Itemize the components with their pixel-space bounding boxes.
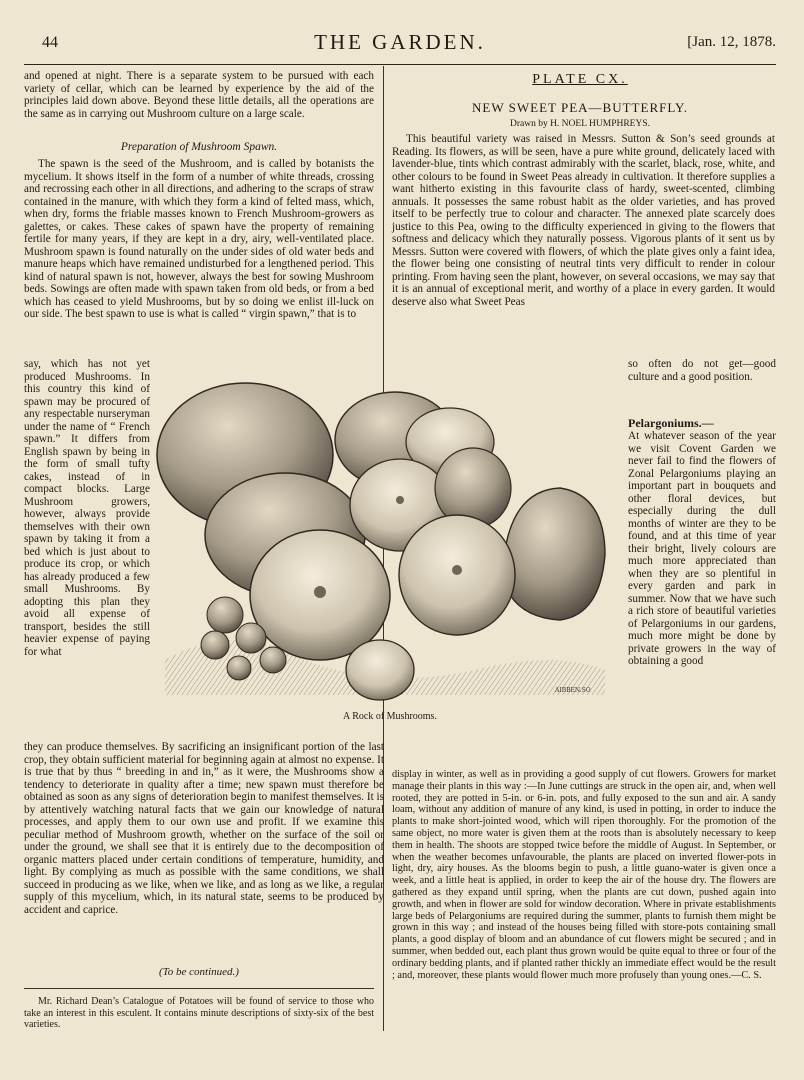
pelargoniums-narrow-paragraph: At whatever season of the year we visit Covent Garden we never fail to find the flowers of Zonal Pelargoniums playing an important part in bouquets and other floral devices, but especially during the dull months of winter are they to be found, and at this time of year their bright, lively colours are much more appreciated than when they are so plentiful in every garden and park in summer. Now that we have such a rich store of beautiful varieties of Pelargoniums in our gardens, much more might be done by private growers in the way of obtaining a good [628,430,776,667]
to-be-continued: (To be continued.) [159,966,239,978]
illustration-caption: A Rock of Mushrooms. [343,711,437,722]
footnote: Mr. Richard Dean’s Catalogue of Potatoes will be found of service to those who take an interest in this esculent. It contains minute descriptions of sixty-six of the best varieties. [24,996,374,1030]
sweet-pea-paragraph: This beautiful variety was raised in Messrs. Sutton & Son’s seed grounds at Reading. Its flowers, as will be seen, have a pure white ground, delicately laced with lavender-blue, tints which contrast admirably with the scarlet, black, rose, white, and other colours to be found in Sweet Peas already in cultivation. It therefore supplies a want hitherto existing in this favourite class of hardy, sweet-scented, climbing annuals. It possesses the same robust habit as the older varieties, and has proved itself to be perfectly true to colour and character. The annexed plate scarcely does justice to this Pea, owing to the difficulty experienced in giving to the flowers that softness and delicacy which they naturally possess. Vigorous plants of it sent us by Messrs. Sutton were covered with flowers, of which the plate gives only a faint idea, the flower being one consisting of neutral tints very difficult to render in colour printing. From having seen the plant, however, on several occasions, we may say that it is an annual of exceptional merit, and worthy of a place in every garden. It would deserve also what Sweet Peas [392,133,775,308]
header-rule [24,64,776,65]
page-header [24,30,776,60]
spawn-paragraph: The spawn is the seed of the Mushroom, and is called by botanists the mycelium. It shows itself in the form of a number of white threads, crossing and recrossing each other in all directions, and adhering to the scraps of straw contained in the manure, with which they form a kind of felted mass, which, when dry, forms the friable masses known to French Mushroom-growers as galettes, or cakes. These cakes of spawn have the property of remaining fertile for many years, if they are kept in a dry, airy, well-ventilated place. Mushroom spawn is found naturally on the under sides of old water beds and manure heaps which have remained undisturbed for a lengthened period. This kind of natural spawn is not, however, always the best for sowing Mushroom beds. Sowings are often made with spawn taken from old beds, or from a bed which has ceased to yield Mushrooms, but by so doing we enlist ill-luck on our side. The best spawn to use is what is called “ virgin spawn,” that is to [24,158,374,320]
spawn-narrow-paragraph: say, which has not yet produced Mushrooms. In this country this kind of spawn may be procured of any respectable nurseryman under the name of “ French spawn.” It differs from English spawn by being in the form of small tufty cakes, instead of in compact blocks. Large Mushroom growers, however, always provide themselves with their own spawn by taking it from a bed which is just about to produce its crop, or which has already produced a few small Mushrooms. By adopting this plan they avoid all expense of transport, besides the still heavier expense of paying for what [24,358,150,658]
footnote-rule [24,988,374,989]
mushroom-illustration [155,370,621,705]
plate-heading: PLATE CX. [532,72,628,87]
page-number: 44 [42,34,58,51]
pelargoniums-paragraph: display in winter, as well as in providing a good supply of cut flowers. Growers for market manage their plants in this way :—In June cuttings are struck in the open air, and, when well rooted, they are potted in 5-in. or 6-in. pots, and fully exposed to the sun and air. A sandy loam, without any addition of manure of any kind, is used in potting, in order to induce the plants to make short-jointed wood, which will ripen thoroughly. For the promotion of the same object, no more water is given them at the roots than is absolutely necessary to keep them in health. The shoots are stopped twice before the middle of August. In September, or when the weather becomes unfavourable, the plants are placed on inverted flower-pots in light, dry, airy houses. As the blooms begin to push, a little guano-water is given once a week, and a little heat is applied, in order to keep the air of the house dry. The flowers are gathered as they expand until spring, when the plants are cut down, pushed again into growth, and when in flower are sold for window decoration. Where in private establishments large beds of Pelargoniums are required during the summer, plants to furnish them might be grown in this way ; and instead of the houses being filled with store-pots containing small plants, a good display of bloom and an abundance of cut flowers might be secured ; and in summer, when bedded out, each plant thus grown would be quite equal to three or four of the ordinary bedding plants, and if planted rather thickly an immediate effect would be the result ; and, moreover, these plants would flower much more profusely than young ones.—C. S. [392,769,776,981]
engraver-signature: AIBBEN.SO [555,687,591,694]
plate-title: NEW SWEET PEA—BUTTERFLY. [472,100,688,115]
pelargoniums-heading: Pelargoniums.— [628,416,714,430]
sweet-pea-narrow-paragraph: so often do not get—good culture and a good position. [628,358,776,383]
intro-paragraph: and opened at night. There is a separate system to be pursued with each variety of cellar, which can be learned by experience by the aid of the principles laid down above. Beyond these little details, all the operations are the same as in carrying out Mushroom culture on a large scale. [24,70,374,120]
masthead-title: THE GARDEN. [314,30,486,54]
section-subheading: Preparation of Mushroom Spawn. [120,141,278,153]
plate-credit: Drawn by H. NOEL HUMPHREYS. [509,119,651,129]
spawn-continued-paragraph: they can produce themselves. By sacrificing an insignificant portion of the last crop, they obtain sufficient material for beginning again at almost no expense. It is true that by thus “ breeding in and in,” as it were, the Mushrooms show a tendency to deteriorate in quality after a time; new spawn must therefore be obtained as soon as any signs of deterioration begin to manifest themselves. It is by attentively watching natural facts that we gain our knowledge of natural processes, and apply them to our own use and profit. If we examine this peculiar method of Mushroom growth, whether on the surface of the soil or under the ground, we shall see that it is entirely due to the decomposition of organic matters placed under certain conditions of temperature, humidity, and light. By complying as much as possible with the same conditions, we shall succeed in producing as we like, when we like, and as long as we like, a regular supply of this mycelium, which, in its natural state, seems to be produced by accident and caprice. [24,741,384,916]
issue-date: [Jan. 12, 1878. [687,34,776,50]
